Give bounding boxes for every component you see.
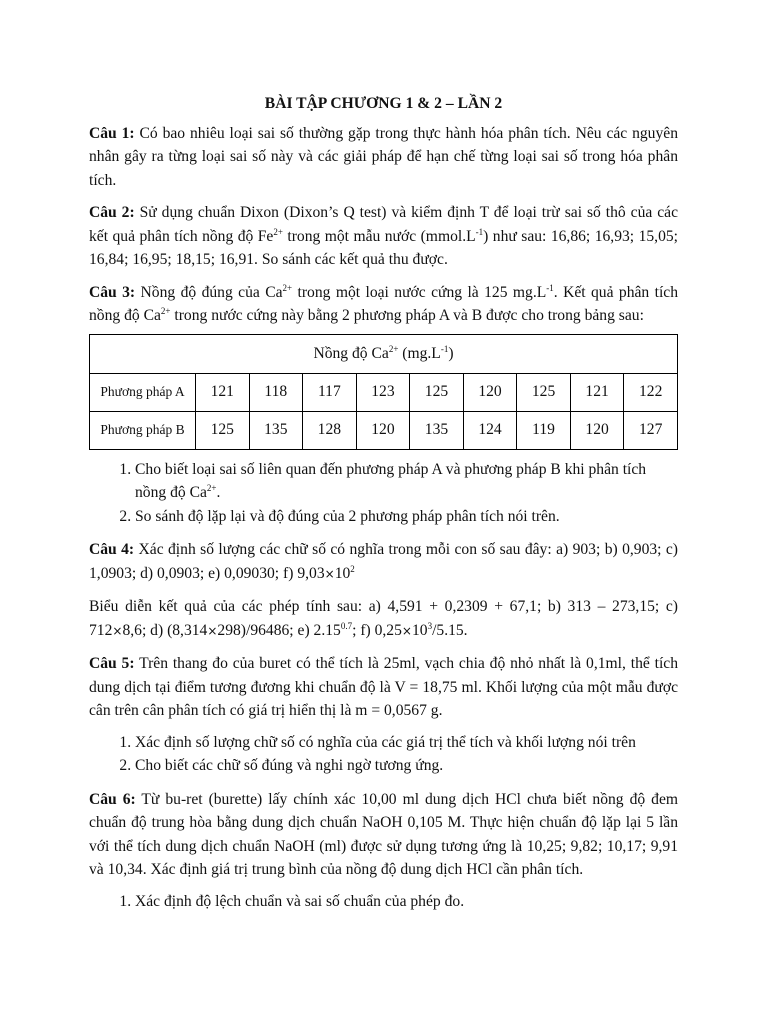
superscript: 2+ bbox=[206, 483, 217, 493]
table-cell: 121 bbox=[196, 373, 250, 411]
question-2-label: Câu 2: bbox=[89, 204, 135, 221]
table-cell: 119 bbox=[517, 411, 571, 449]
superscript: 2 bbox=[350, 563, 355, 574]
superscript: 2+ bbox=[273, 226, 283, 237]
question-6-label: Câu 6: bbox=[89, 790, 136, 808]
multiply-sign: × bbox=[207, 623, 218, 638]
table-cell: 122 bbox=[624, 373, 678, 411]
question-2 bbox=[89, 201, 678, 272]
question-5-label: Câu 5: bbox=[89, 655, 135, 672]
row-label: Phương pháp B bbox=[90, 411, 196, 449]
table-cell: 120 bbox=[356, 411, 410, 449]
superscript: -1 bbox=[546, 282, 554, 293]
page-title: BÀI TẬP CHƯƠNG 1 & 2 – LẦN 2 bbox=[264, 95, 503, 112]
calcium-results-table bbox=[89, 334, 678, 450]
question-1-label: Câu 1: bbox=[89, 124, 135, 142]
table-cell: 121 bbox=[570, 373, 624, 411]
question-4-text-1: Xác định số lượng các chữ số có nghĩa trong mỗi con số sau đây: a) 903; b) 0,903; c) 1,0903; d) 0,0903; e) 0,09030; f) 9,03 bbox=[89, 541, 679, 582]
table-row-method-b bbox=[90, 411, 678, 449]
superscript: 3 bbox=[427, 620, 433, 631]
document-page bbox=[89, 92, 678, 923]
table-cell: 123 bbox=[356, 373, 410, 411]
list-item bbox=[135, 458, 678, 505]
superscript: -1 bbox=[475, 226, 484, 237]
question-6 bbox=[89, 788, 678, 882]
question-4-part-2-text: Biểu diễn kết quả của các phép tính sau: a) 4,591 + 0,2309 + 67,1; b) 313 – 273,15; c) 712 bbox=[89, 598, 678, 639]
list-item: 2. So sánh độ lặp lại và độ đúng của 2 phương pháp phân tích nói trên. bbox=[135, 505, 678, 529]
question-4-part-2-text: 10 bbox=[411, 621, 428, 639]
header-text: Nồng độ Ca bbox=[313, 344, 389, 362]
row-label: Phương pháp A bbox=[90, 373, 196, 411]
list-item: 1. Xác định độ lệch chuẩn và sai số chuẩn của phép đo. bbox=[135, 890, 678, 914]
question-4-part-2 bbox=[89, 595, 678, 643]
table-cell: 125 bbox=[517, 373, 571, 411]
question-3 bbox=[89, 281, 678, 328]
question-4-text-2: 10 bbox=[334, 564, 351, 582]
question-2-text-2: trong một mẫu nước (mmol.L bbox=[282, 227, 476, 245]
list-item-text: Cho biết loại sai số liên quan đến phương pháp A và phương pháp B khi phân tích nồng độ Ca bbox=[135, 460, 647, 501]
question-6-list bbox=[89, 890, 678, 914]
table-cell: 120 bbox=[570, 411, 624, 449]
question-2-text-3: ) như sau: 16,86; 16,93; 15,05; 16,84; 16,95; 18,15; 16,91. So sánh các kết quả thu được. bbox=[89, 227, 678, 268]
question-4-label: Câu 4: bbox=[89, 541, 135, 558]
superscript: 2+ bbox=[388, 343, 399, 354]
table-row-method-a bbox=[90, 373, 678, 411]
table-cell: 127 bbox=[624, 411, 678, 449]
table-cell: 135 bbox=[410, 411, 464, 449]
table-cell: 135 bbox=[249, 411, 303, 449]
question-2-text-1: Sử dụng chuẩn Dixon (Dixon’s Q test) và kiểm định T để loại trừ sai số thô của các kết quả phân tích nồng độ Fe bbox=[89, 204, 678, 245]
header-text: (mg.L bbox=[398, 344, 441, 362]
question-1 bbox=[89, 122, 678, 193]
table-header-row bbox=[90, 334, 678, 373]
list-item-text: . bbox=[216, 484, 221, 501]
question-4-part-2-text: /5.15. bbox=[432, 621, 468, 639]
question-3-list bbox=[89, 458, 678, 529]
superscript: 0.7 bbox=[340, 620, 353, 631]
table-cell: 120 bbox=[463, 373, 517, 411]
multiply-sign: × bbox=[324, 566, 335, 581]
question-6-text: Từ bu-ret (burette) lấy chính xác 10,00 ml dung dịch HCl chưa biết nồng độ đem chuẩn độ trung hòa bằng dung dịch chuẩn NaOH 0,105 M. Thực hiện chuẩn độ lặp lại 5 lần với thể tích dung dịch chuẩn NaOH (ml) được sử dụng tương ứng là 10,25; 9,82; 10,17; 9,91 và 10,34. Xác định giá trị trung bình của nồng độ dung dịch HCl cần phân tích. bbox=[89, 790, 678, 878]
question-3-text-3: . Kết quả phân tích nồng độ Ca bbox=[89, 283, 678, 324]
question-4-part-2-text: 8,6; d) (8,314 bbox=[122, 621, 208, 639]
question-4-part-2-text: 298)/96486; e) 2.15 bbox=[217, 621, 341, 639]
table-header-cell bbox=[90, 334, 678, 373]
question-5-text: Trên thang đo của buret có thể tích là 25ml, vạch chia độ nhỏ nhất là 0,1ml, thể tích dung dịch tại điểm tương đương khi chuẩn độ là V = 18,75 ml. Khối lượng của một mẫu được cân trên cân phân tích có giá trị hiển thị là m = 0,0567 g. bbox=[89, 655, 679, 719]
question-3-label: Câu 3: bbox=[89, 283, 136, 301]
multiply-sign: × bbox=[112, 623, 123, 638]
list-item: 1. Xác định số lượng chữ số có nghĩa của các giá trị thể tích và khối lượng nói trên bbox=[135, 731, 678, 755]
table-cell: 128 bbox=[303, 411, 357, 449]
question-4-part-2-text: ; f) 0,25 bbox=[352, 621, 402, 639]
header-text: ) bbox=[448, 344, 454, 362]
table-cell: 125 bbox=[410, 373, 464, 411]
question-5-list bbox=[89, 731, 678, 778]
table-cell: 118 bbox=[249, 373, 303, 411]
multiply-sign: × bbox=[401, 623, 412, 638]
question-4 bbox=[89, 538, 678, 586]
superscript: -1 bbox=[440, 343, 449, 354]
question-3-text-4: trong nước cứng này bằng 2 phương pháp A và B được cho trong bảng sau: bbox=[170, 307, 644, 324]
table-cell: 124 bbox=[463, 411, 517, 449]
question-5 bbox=[89, 652, 678, 723]
table-cell: 117 bbox=[303, 373, 357, 411]
question-1-text: Có bao nhiêu loại sai số thường gặp trong thực hành hóa phân tích. Nêu các nguyên nhân gây ra từng loại sai số này và các giải pháp để hạn chế từng loại sai số trong hóa phân tích. bbox=[89, 124, 678, 189]
list-item: 2. Cho biết các chữ số đúng và nghi ngờ tương ứng. bbox=[135, 754, 678, 778]
question-3-text-2: trong một loại nước cứng là 125 mg.L bbox=[292, 283, 547, 301]
superscript: 2+ bbox=[160, 306, 171, 316]
superscript: 2+ bbox=[282, 282, 293, 293]
table-cell: 125 bbox=[196, 411, 250, 449]
question-3-text-1: Nồng độ đúng của Ca bbox=[135, 283, 283, 301]
